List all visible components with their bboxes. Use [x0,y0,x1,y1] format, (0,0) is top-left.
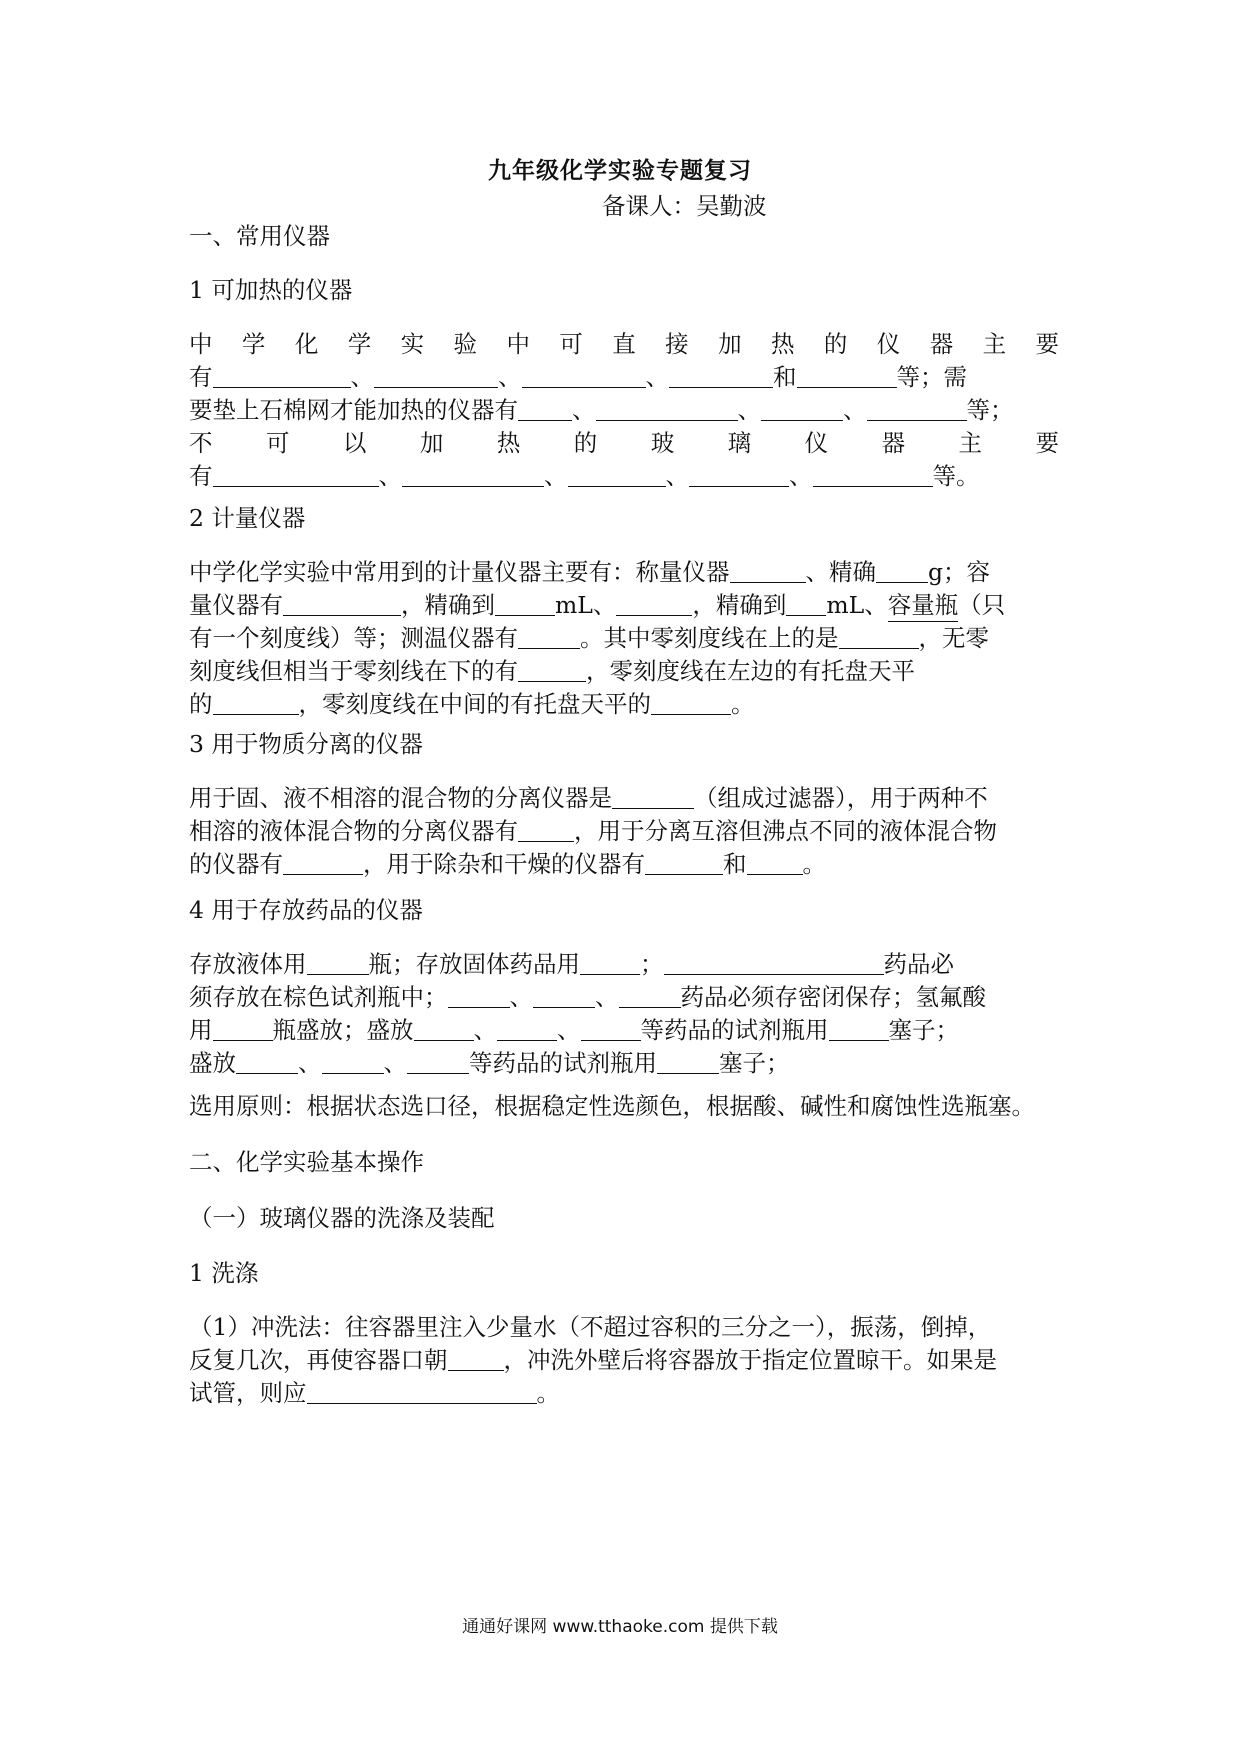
selection-principle: 选用原则：根据状态选口径，根据稳定性选颜色，根据酸、碱性和腐蚀性选瓶塞。 [189,1092,1035,1120]
blank[interactable] [402,460,544,487]
p1-line-3: 要垫上石棉网才能加热的仪器有 、 、 、 等； [189,396,1014,424]
p4-line-2: 须存放在棕色试剂瓶中； 、 、 药品必须存密闭保存；氢氟酸 [189,983,986,1011]
blank[interactable] [307,1377,537,1404]
p2-line-1: 中学化学实验中常用到的计量仪器主要有：称量仪器 、精确 g；容 [189,558,991,586]
blank[interactable] [747,848,803,875]
blank[interactable] [448,1344,504,1371]
author-line: 备课人：吴勤波 [602,192,767,220]
blank[interactable] [322,1047,384,1074]
blank[interactable] [213,361,351,388]
blank[interactable] [581,1014,641,1041]
paragraph-measuring [189,556,1059,721]
paragraph-separation [189,782,1059,881]
blank[interactable] [495,589,555,616]
p1-line-1: 中 学 化 学 实 验 中 可 直 接 加 热 的 仪 器 主 要 [189,330,1059,358]
blank[interactable] [664,948,884,975]
p2-line-3: 有一个刻度线）等；测温仪器有 。其中零刻度线在上的是 ，无零 [189,624,989,652]
blank[interactable] [786,589,826,616]
blank[interactable] [876,556,928,583]
blank[interactable] [518,815,574,842]
blank[interactable] [730,556,806,583]
p5-line-1: （1）冲洗法：往容器里注入少量水（不超过容积的三分之一），振荡，倒掉， [189,1313,992,1341]
p1-line-2: 有 、 、 、 和 等；需 [189,363,967,391]
blank[interactable] [374,361,498,388]
blank[interactable] [518,394,572,421]
p4-line-4: 盛放 、 、 等药品的试剂瓶用 塞子； [189,1049,790,1077]
subheading-separation: 3 用于物质分离的仪器 [189,730,423,758]
p4-line-1: 存放液体用 瓶；存放固体药品用 ； 药品必 [189,950,954,978]
subheading-washing: 1 洗涤 [189,1259,259,1287]
blank[interactable] [568,460,666,487]
blank[interactable] [839,622,919,649]
paragraph-storage [189,948,1059,1080]
p2-line-2: 量仪器有 ，精确到 mL、 ，精确到 mL、 容量瓶 （只 [189,589,1059,622]
blank[interactable] [283,848,363,875]
blank[interactable] [213,460,379,487]
blank[interactable] [651,688,731,715]
p3-line-1: 用于固、液不相溶的混合物的分离仪器是 （组成过滤器），用于两种不 [189,784,988,812]
blank[interactable] [522,361,646,388]
section-heading-2: 二、化学实验基本操作 [189,1148,424,1176]
blank[interactable] [689,460,789,487]
blank[interactable] [307,948,369,975]
blank[interactable] [867,394,967,421]
blank[interactable] [533,981,595,1008]
blank[interactable] [596,394,738,421]
section-heading-1: 一、常用仪器 [189,222,330,250]
p5-line-3: 试管，则应 。 [189,1379,560,1407]
blank[interactable] [497,1014,557,1041]
p3-line-3: 的仪器有 ，用于除杂和干燥的仪器有 和 。 [189,850,826,878]
p2-line-4: 刻度线但相当于零刻线在下的有 ，零刻度线在左边的有托盘天平 [189,657,915,685]
blank[interactable] [414,1014,474,1041]
document-title: 九年级化学实验专题复习 [488,157,752,184]
p2-line-5: 的 ，零刻度线在中间的有托盘天平的 。 [189,690,755,718]
blank[interactable] [619,981,681,1008]
blank[interactable] [213,688,299,715]
p5-line-2: 反复几次，再使容器口朝 ，冲洗外壁后将容器放于指定位置晾干。如果是 [189,1346,997,1374]
blank[interactable] [797,361,897,388]
blank[interactable] [448,981,510,1008]
blank[interactable] [518,622,580,649]
p4-line-3: 用 瓶盛放；盛放 、 、 等药品的试剂瓶用 塞子； [189,1016,959,1044]
blank[interactable] [213,1014,273,1041]
section-heading-2a: （一）玻璃仪器的洗涤及装配 [189,1204,495,1232]
blank[interactable] [236,1047,298,1074]
p1-line-4: 不 可 以 加 热 的 玻 璃 仪 器 主 要 [189,429,1059,457]
blank[interactable] [612,782,694,809]
subheading-storage: 4 用于存放药品的仪器 [189,896,423,924]
footer-source: 通通好课网 www.tthaoke.com 提供下载 [462,1617,778,1637]
paragraph-washing [189,1311,1059,1410]
blank[interactable] [813,460,933,487]
blank[interactable] [657,1047,719,1074]
blank[interactable] [518,655,586,682]
p3-line-2: 相溶的液体混合物的分离仪器有 ，用于分离互溶但沸点不同的液体混合物 [189,817,997,845]
blank[interactable] [580,948,640,975]
blank[interactable] [829,1014,889,1041]
subheading-heatable: 1 可加热的仪器 [189,276,353,304]
blank[interactable] [669,361,773,388]
blank[interactable] [645,848,723,875]
subheading-measuring: 2 计量仪器 [189,504,306,532]
paragraph-heatable [189,328,1059,493]
blank[interactable] [761,394,843,421]
p1-line-5: 有 、 、 、 、 等。 [189,462,980,490]
blank[interactable] [283,589,401,616]
blank[interactable] [407,1047,469,1074]
blank[interactable] [616,589,692,616]
